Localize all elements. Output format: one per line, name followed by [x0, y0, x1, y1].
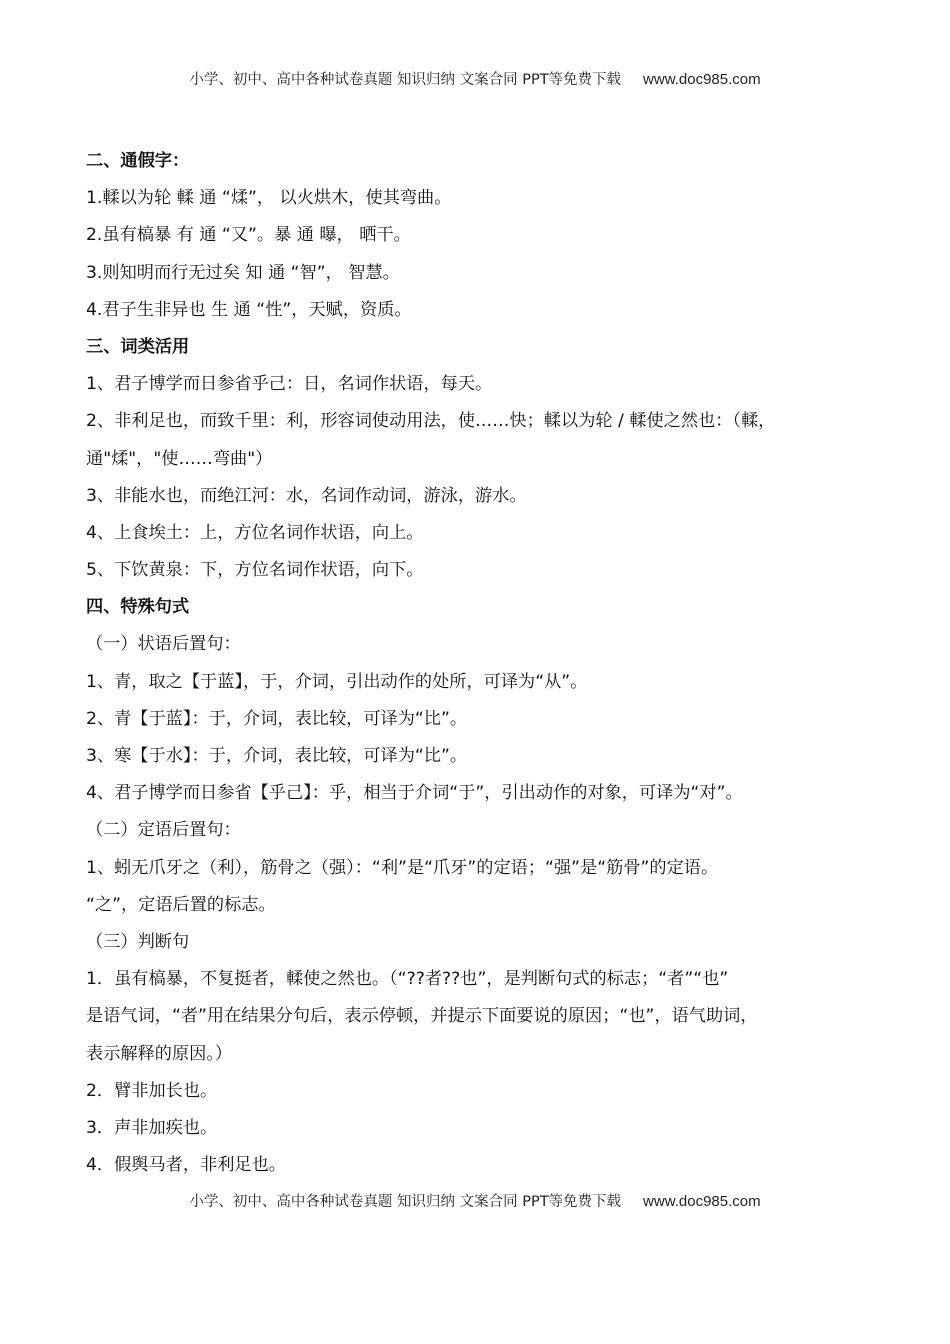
text-line: 3．声非加疾也。	[86, 1117, 218, 1138]
text-line: 1．虽有槁暴，不复挺者，輮使之然也。（“??者??也”，是判断句式的标志；“者”“也”	[86, 969, 729, 990]
text-line: 通"煣"，"使……弯曲"）	[86, 448, 273, 469]
header-text: 小学、初中、高中各种试卷真题 知识归纳 文案合同 PPT等免费下载	[189, 72, 622, 88]
text-line: 3、非能水也，而绝江河：水，名词作动词，游泳，游水。	[86, 485, 527, 506]
text-line: 5、下饮黄泉：下，方位名词作状语，向下。	[86, 560, 424, 581]
subsection-heading: （一）状语后置句：	[86, 634, 241, 655]
header-site-link[interactable]: www.doc985.com	[643, 71, 761, 88]
text-line: 1.輮以为轮 輮 通 “煣”， 以火烘木，使其弯曲。	[86, 188, 452, 209]
text-line: 4．假舆马者，非利足也。	[86, 1155, 286, 1176]
subsection-heading: （三）判断句	[86, 931, 190, 952]
text-line: 2、青【于蓝】：于，介词，表比较，可译为“比”。	[86, 708, 468, 729]
text-line: 3.则知明而行无过矣 知 通 “智”， 智慧。	[86, 262, 400, 283]
text-line: 1、君子博学而日参省乎己：日，名词作状语，每天。	[86, 374, 493, 395]
text-line: 4.君子生非异也 生 通 “性”，天赋，资质。	[86, 299, 412, 320]
text-line: 是语气词，“者”用在结果分句后，表示停顿，并提示下面要说的原因；“也”，语气助词，	[86, 1006, 758, 1027]
text-line: 2、非利足也，而致千里：利，形容词使动用法，使……快；輮以为轮 / 輮使之然也：（輮，	[86, 411, 776, 432]
document-body	[86, 143, 886, 1184]
text-line: 4、君子博学而日参省【乎己】：乎，相当于介词“于”，引出动作的对象，可译为“对”。	[86, 783, 743, 804]
footer-text: 小学、初中、高中各种试卷真题 知识归纳 文案合同 PPT等免费下载	[189, 1194, 622, 1210]
section-heading-teshujushi: 四、特殊句式	[86, 597, 190, 618]
text-line: 1、青，取之【于蓝】，于，介词，引出动作的处所，可译为“从”。	[86, 671, 588, 692]
footer-site-link[interactable]: www.doc985.com	[643, 1193, 761, 1210]
page-footer	[0, 1190, 950, 1211]
text-line: “之”，定语后置的标志。	[86, 894, 276, 915]
text-line: 3、寒【于水】：于，介词，表比较，可译为“比”。	[86, 746, 468, 766]
page-header	[0, 68, 950, 89]
text-line: 1、蚓无爪牙之（利），筋骨之（强）：“利”是“爪牙”的定语；“强”是“筋骨”的定语。	[86, 857, 719, 878]
text-line: 2.虽有槁暴 有 通 “又”。暴 通 曝， 晒干。	[86, 225, 411, 246]
section-heading-tongjiazi: 二、通假字：	[86, 151, 190, 171]
text-line: 4、上食埃土：上，方位名词作状语，向上。	[86, 522, 424, 543]
text-line: 表示解释的原因。）	[86, 1043, 233, 1064]
subsection-heading: （二）定语后置句：	[86, 820, 241, 841]
section-heading-cileihuoyong: 三、词类活用	[86, 336, 190, 357]
text-line: 2．臂非加长也。	[86, 1080, 218, 1101]
